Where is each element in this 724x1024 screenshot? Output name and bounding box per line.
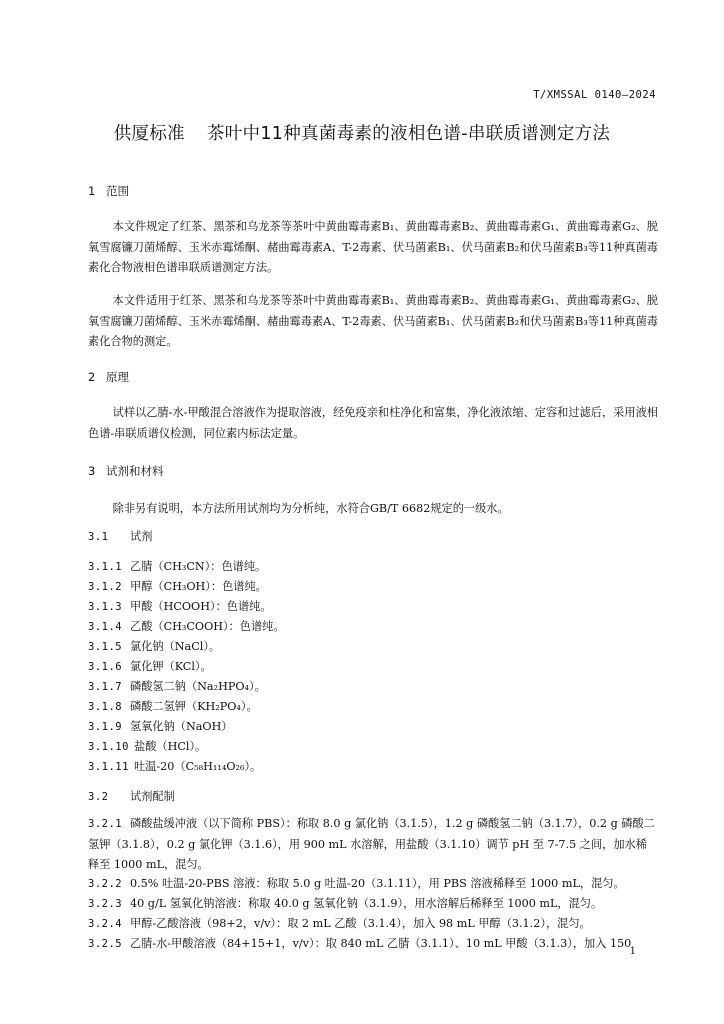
section-3-paragraph-1: 除非另有说明，本方法所用试剂均为分析纯，水符合GB/T 6682规定的一级水。 [112, 502, 509, 515]
title-standard-label: 供厦标准 [113, 124, 185, 144]
section-heading-3: 3 试剂和材料 [88, 464, 164, 478]
section-heading-2: 2 原理 [88, 370, 129, 384]
reagent-item: 3.1.9 氢氧化钠（NaOH） [88, 720, 233, 733]
reagent-item: 3.1.2 甲醇（CH₃OH）：色谱纯。 [88, 580, 267, 593]
subsection-heading-3-1: 3.1 试剂 [88, 530, 153, 543]
reagent-item: 3.1.6 氯化钾（KCl）。 [88, 660, 212, 673]
document-title [0, 120, 724, 145]
reagent-item: 3.1.7 磷酸氢二钠（Na₂HPO₄）。 [88, 680, 266, 693]
section-1-paragraph-2: 本文件适用于红茶、黑茶和乌龙茶等茶叶中黄曲霉毒素B₁、黄曲霉毒素B₂、黄曲霉毒素G₁、黄曲霉毒素G₂、脱氧雪腐镰刀菌烯醇、玉米赤霉烯酮、赭曲霉毒素A、T-2毒素、伏马菌素B₁、伏马菌素B₂和伏马菌素B₃等11种真菌毒素化合物的测定。 [88, 294, 658, 348]
reagent-item: 3.1.5 氯化钠（NaCl）。 [88, 640, 221, 653]
preparation-item: 3.2.5 乙腈-水-甲酸溶液（84+15+1，v/v）：取 840 mL 乙腈（3.1.1）、10 mL 甲酸（3.1.3），加入 150 [88, 937, 632, 950]
reagent-item: 3.1.10 盐酸（HCl）。 [88, 740, 207, 753]
section-heading-1: 1 范围 [88, 184, 129, 198]
page-number: 1 [629, 946, 636, 957]
preparation-item: 3.2.4 甲醇-乙酸溶液（98+2，v/v）：取 2 mL 乙酸（3.1.4），加入 98 mL 甲醇（3.1.2），混匀。 [88, 917, 591, 930]
reagent-item: 3.1.3 甲酸（HCOOH）：色谱纯。 [88, 600, 272, 613]
reagent-item: 3.1.1 乙腈（CH₃CN）：色谱纯。 [88, 560, 267, 573]
subsection-heading-3-2: 3.2 试剂配制 [88, 790, 175, 803]
reagent-item: 3.1.8 磷酸二氢钾（KH₂PO₄）。 [88, 700, 258, 713]
section-2-paragraph-1: 试样以乙腈-水-甲酸混合溶液作为提取溶液，经免疫亲和柱净化和富集，净化液浓缩、定容和过滤后，采用液相色谱-串联质谱仪检测，同位素内标法定量。 [88, 406, 658, 440]
preparation-item: 3.2.1 磷酸盐缓冲液（以下简称 PBS）：称取 8.0 g 氯化钠（3.1.5），1.2 g 磷酸氢二钠（3.1.7），0.2 g 磷酸二氢钾（3.1.8），0.2 g 氯化钾（3.1.6），用 900 mL 水溶解，用盐酸（3.1.10）调节 pH 至 7-7.5 之间，加水稀释至 1000 mL，混匀。 [88, 817, 655, 871]
preparation-item: 3.2.2 0.5% 吐温-20-PBS 溶液：称取 5.0 g 吐温-20（3.1.11），用 PBS 溶液稀释至 1000 mL，混匀。 [88, 877, 625, 890]
section-1-paragraph-1: 本文件规定了红茶、黑茶和乌龙茶等茶叶中黄曲霉毒素B₁、黄曲霉毒素B₂、黄曲霉毒素G₁、黄曲霉毒素G₂、脱氧雪腐镰刀菌烯醇、玉米赤霉烯酮、赭曲霉毒素A、T-2毒素、伏马菌素B₁、伏马菌素B₂和伏马菌素B₃等11种真菌毒素化合物液相色谱串联质谱测定方法。 [88, 220, 658, 274]
preparation-item: 3.2.3 40 g/L 氢氧化钠溶液：称取 40.0 g 氢氧化钠（3.1.9），用水溶解后稀释至 1000 mL，混匀。 [88, 897, 603, 910]
standard-code: T/XMSSAL 0140—2024 [533, 89, 656, 101]
reagent-item: 3.1.4 乙酸（CH₃COOH）：色谱纯。 [88, 620, 285, 633]
title-main: 茶叶中11种真菌毒素的液相色谱-串联质谱测定方法 [206, 124, 611, 144]
reagent-item: 3.1.11 吐温-20（C₅₈H₁₁₄O₂₆）。 [88, 760, 262, 773]
